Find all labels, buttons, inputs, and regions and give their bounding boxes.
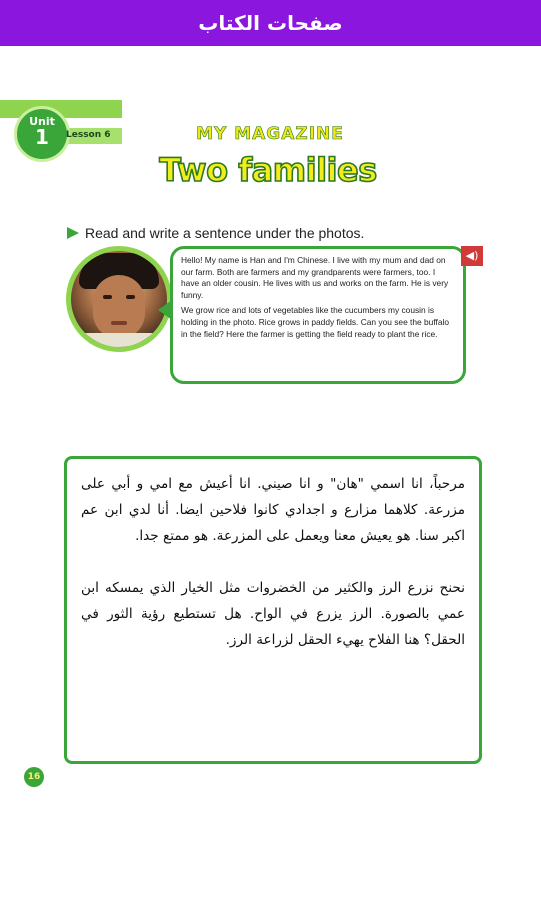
english-paragraph-1: Hello! My name is Han and I'm Chinese. I live with my mum and dad on our farm. Both are farmers and my grandparents were farmers, too. I have an older cousin. He lives with us and works on the farm. He is very funny.	[181, 255, 449, 300]
instruction	[67, 225, 364, 241]
page-number: 16	[24, 767, 44, 787]
instruction-text: Read and write a sentence under the photos.	[85, 225, 365, 241]
header-title: صفحات الكتاب	[198, 11, 343, 35]
arrow-icon	[67, 227, 79, 239]
unit-number: 1	[35, 125, 49, 149]
arabic-paragraph-1: مرحباً، انا اسمي "هان" و انا صيني. انا أعيش مع امي و أبي على مزرعة. كلاهما مزارع و اجدادي كانوا فلاحين ايضا. أنا لدي ابن عم اكبر سنا. هو يعيش معنا ويعمل على المزرعة. هو ممتع جدا.	[81, 476, 465, 544]
speech-bubble	[170, 246, 466, 384]
boy-photo	[66, 246, 172, 352]
app-header	[0, 0, 541, 46]
arabic-paragraph-2: نحنح نزرع الرز والكثير من الخضروات مثل الخيار الذي يمسكه ابن عمي بالصورة. الرز يزرع في الواح. هل تستطيع رؤية الثور في الحقل؟ هنا الفلاح يهيء الحقل لزراعة الرز.	[81, 580, 465, 648]
translation-box	[64, 456, 482, 764]
unit-badge	[14, 106, 70, 162]
magazine-title: MY MAGAZINE	[196, 124, 344, 144]
speaker-icon[interactable]: ◀)	[461, 246, 483, 266]
unit-label: Unit	[29, 115, 55, 128]
lesson-label: Lesson 6	[66, 130, 111, 140]
english-paragraph-2: We grow rice and lots of vegetables like the cucumbers my cousin is holding in the photo. Rice grows in paddy fields. Can you see the buffalo in the field? Here the farmer is getting the field ready to plant the rice.	[181, 305, 450, 339]
page-title: Two families	[159, 151, 377, 189]
